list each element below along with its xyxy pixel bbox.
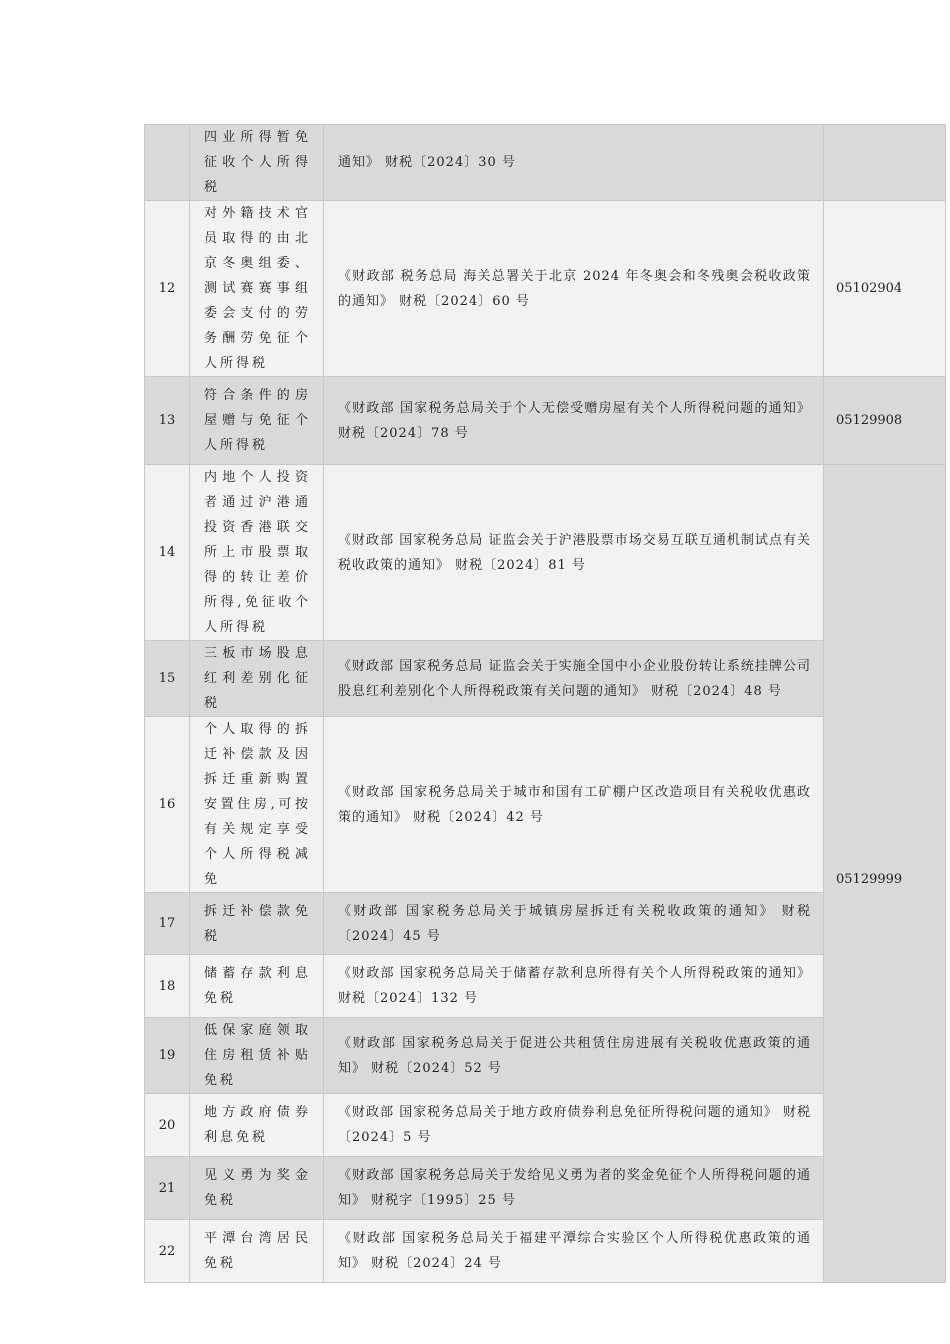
code-cell: 05102904 xyxy=(824,201,946,377)
code-cell xyxy=(824,125,946,201)
table-row xyxy=(145,201,946,377)
item-name: 见义勇为奖金免税 xyxy=(190,1157,324,1220)
policy-reference: 《财政部 国家税务总局关于福建平潭综合实验区个人所得税优惠政策的通知》 财税〔2024〕24 号 xyxy=(324,1220,824,1283)
row-number: 22 xyxy=(145,1220,190,1283)
row-number: 15 xyxy=(145,641,190,717)
table-row xyxy=(145,125,946,201)
table-row xyxy=(145,377,946,465)
row-number: 20 xyxy=(145,1094,190,1157)
row-number: 19 xyxy=(145,1018,190,1094)
item-name: 符合条件的房屋赠与免征个人所得税 xyxy=(190,377,324,465)
policy-reference: 《财政部 国家税务总局关于城镇房屋拆迁有关税收政策的通知》 财税〔2024〕45 号 xyxy=(324,893,824,955)
item-name: 三板市场股息红利差别化征税 xyxy=(190,641,324,717)
table-row xyxy=(145,465,946,641)
item-name: 对外籍技术官员取得的由北京冬奥组委、测试赛赛事组委会支付的劳务酬劳免征个人所得税 xyxy=(190,201,324,377)
policy-reference: 《财政部 国家税务总局关于促进公共租赁住房进展有关税收优惠政策的通知》 财税〔2024〕52 号 xyxy=(324,1018,824,1094)
row-number: 18 xyxy=(145,955,190,1018)
policy-reference: 《财政部 国家税务总局关于储蓄存款利息所得有关个人所得税政策的通知》 财税〔2024〕132 号 xyxy=(324,955,824,1018)
policy-reference: 《财政部 国家税务总局关于地方政府债券利息免征所得税问题的通知》 财税〔2024〕5 号 xyxy=(324,1094,824,1157)
row-number: 17 xyxy=(145,893,190,955)
row-number: 21 xyxy=(145,1157,190,1220)
item-name: 内地个人投资者通过沪港通投资香港联交所上市股票取得的转让差价所得,免征收个人所得税 xyxy=(190,465,324,641)
item-name: 平潭台湾居民免税 xyxy=(190,1220,324,1283)
code-cell-merged: 05129999 xyxy=(824,465,946,1283)
code-cell: 05129908 xyxy=(824,377,946,465)
policy-reference: 《财政部 国家税务总局 证监会关于实施全国中小企业股份转让系统挂牌公司股息红利差别化个人所得税政策有关问题的通知》 财税〔2024〕48 号 xyxy=(324,641,824,717)
policy-reference: 《财政部 国家税务总局关于发给见义勇为者的奖金免征个人所得税问题的通知》 财税字〔1995〕25 号 xyxy=(324,1157,824,1220)
policy-reference: 《财政部 国家税务总局 证监会关于沪港股票市场交易互联互通机制试点有关税收政策的通知》 财税〔2024〕81 号 xyxy=(324,465,824,641)
item-name: 地方政府债券利息免税 xyxy=(190,1094,324,1157)
item-name: 拆迁补偿款免税 xyxy=(190,893,324,955)
policy-reference: 通知》 财税〔2024〕30 号 xyxy=(324,125,824,201)
item-name: 个人取得的拆迁补偿款及因拆迁重新购置安置住房,可按有关规定享受个人所得税减免 xyxy=(190,717,324,893)
row-number: 14 xyxy=(145,465,190,641)
item-name: 储蓄存款利息免税 xyxy=(190,955,324,1018)
row-number: 13 xyxy=(145,377,190,465)
row-number xyxy=(145,125,190,201)
policy-reference: 《财政部 国家税务总局关于个人无偿受赠房屋有关个人所得税问题的通知》 财税〔2024〕78 号 xyxy=(324,377,824,465)
policy-reference: 《财政部 国家税务总局关于城市和国有工矿棚户区改造项目有关税收优惠政策的通知》 财税〔2024〕42 号 xyxy=(324,717,824,893)
row-number: 16 xyxy=(145,717,190,893)
item-name: 低保家庭领取住房租赁补贴免税 xyxy=(190,1018,324,1094)
policy-reference: 《财政部 税务总局 海关总署关于北京 2024 年冬奥会和冬残奥会税收政策的通知》 财税〔2024〕60 号 xyxy=(324,201,824,377)
policy-table xyxy=(144,124,946,1283)
item-name: 四业所得暂免征收个人所得税 xyxy=(190,125,324,201)
row-number: 12 xyxy=(145,201,190,377)
